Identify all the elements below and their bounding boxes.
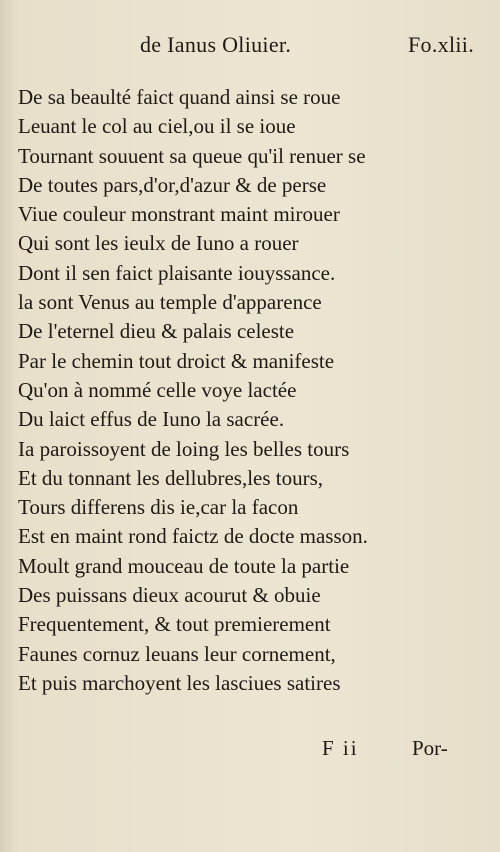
page-footer — [0, 736, 500, 770]
verse-line: De sa beaulté faict quand ainsi se roue — [18, 85, 341, 109]
verse-line: Frequentement, & tout premierement — [18, 612, 331, 637]
verse-line: Et puis marchoyent les lasciues satires — [18, 670, 341, 695]
verse-line: Leuant le col au ciel,ou il se ioue — [18, 114, 296, 139]
verse-line: Du laict effus de Iuno la sacrée. — [18, 407, 285, 432]
verse-line: Moult grand mouceau de toute la partie — [18, 553, 350, 578]
verse-line: Des puissans dieux acourut & obuie — [18, 583, 321, 608]
verse-line: Qu'on à nommé celle voye lactée — [18, 377, 297, 402]
verse-line: De l'eternel dieu & palais celeste — [18, 319, 295, 344]
verse-line: Tournant souuent sa queue qu'il renuer se — [18, 143, 366, 168]
verse-line: Viue couleur monstrant maint mirouer — [18, 202, 340, 227]
verse-block — [18, 83, 488, 698]
page-header — [0, 32, 500, 66]
verse-line: Par le chemin tout droict & manifeste — [18, 348, 335, 373]
signature-mark: F ii — [322, 736, 359, 760]
folio-number: Fo.xlii. — [408, 32, 474, 57]
running-head: de Ianus Oliuier. — [140, 32, 292, 57]
verse-line: Faunes cornuz leuans leur cornement, — [18, 641, 336, 666]
verse-line: Et du tonnant les dellubres,les tours, — [18, 465, 324, 490]
verse-line: la sont Venus au temple d'apparence — [18, 290, 322, 315]
verse-line: Dont il sen faict plaisante iouyssance. — [18, 260, 336, 285]
verse-line: De toutes pars,d'or,d'azur & de perse — [18, 172, 327, 197]
verse-line: Tours differens dis ie,car la facon — [18, 495, 299, 520]
catchword: Por- — [412, 736, 448, 760]
verse-line: Qui sont les ieulx de Iuno a rouer — [18, 231, 299, 256]
verse-line: Ia paroissoyent de loing les belles tours — [18, 436, 350, 461]
verse-line: Est en maint rond faictz de docte masson. — [18, 524, 368, 549]
